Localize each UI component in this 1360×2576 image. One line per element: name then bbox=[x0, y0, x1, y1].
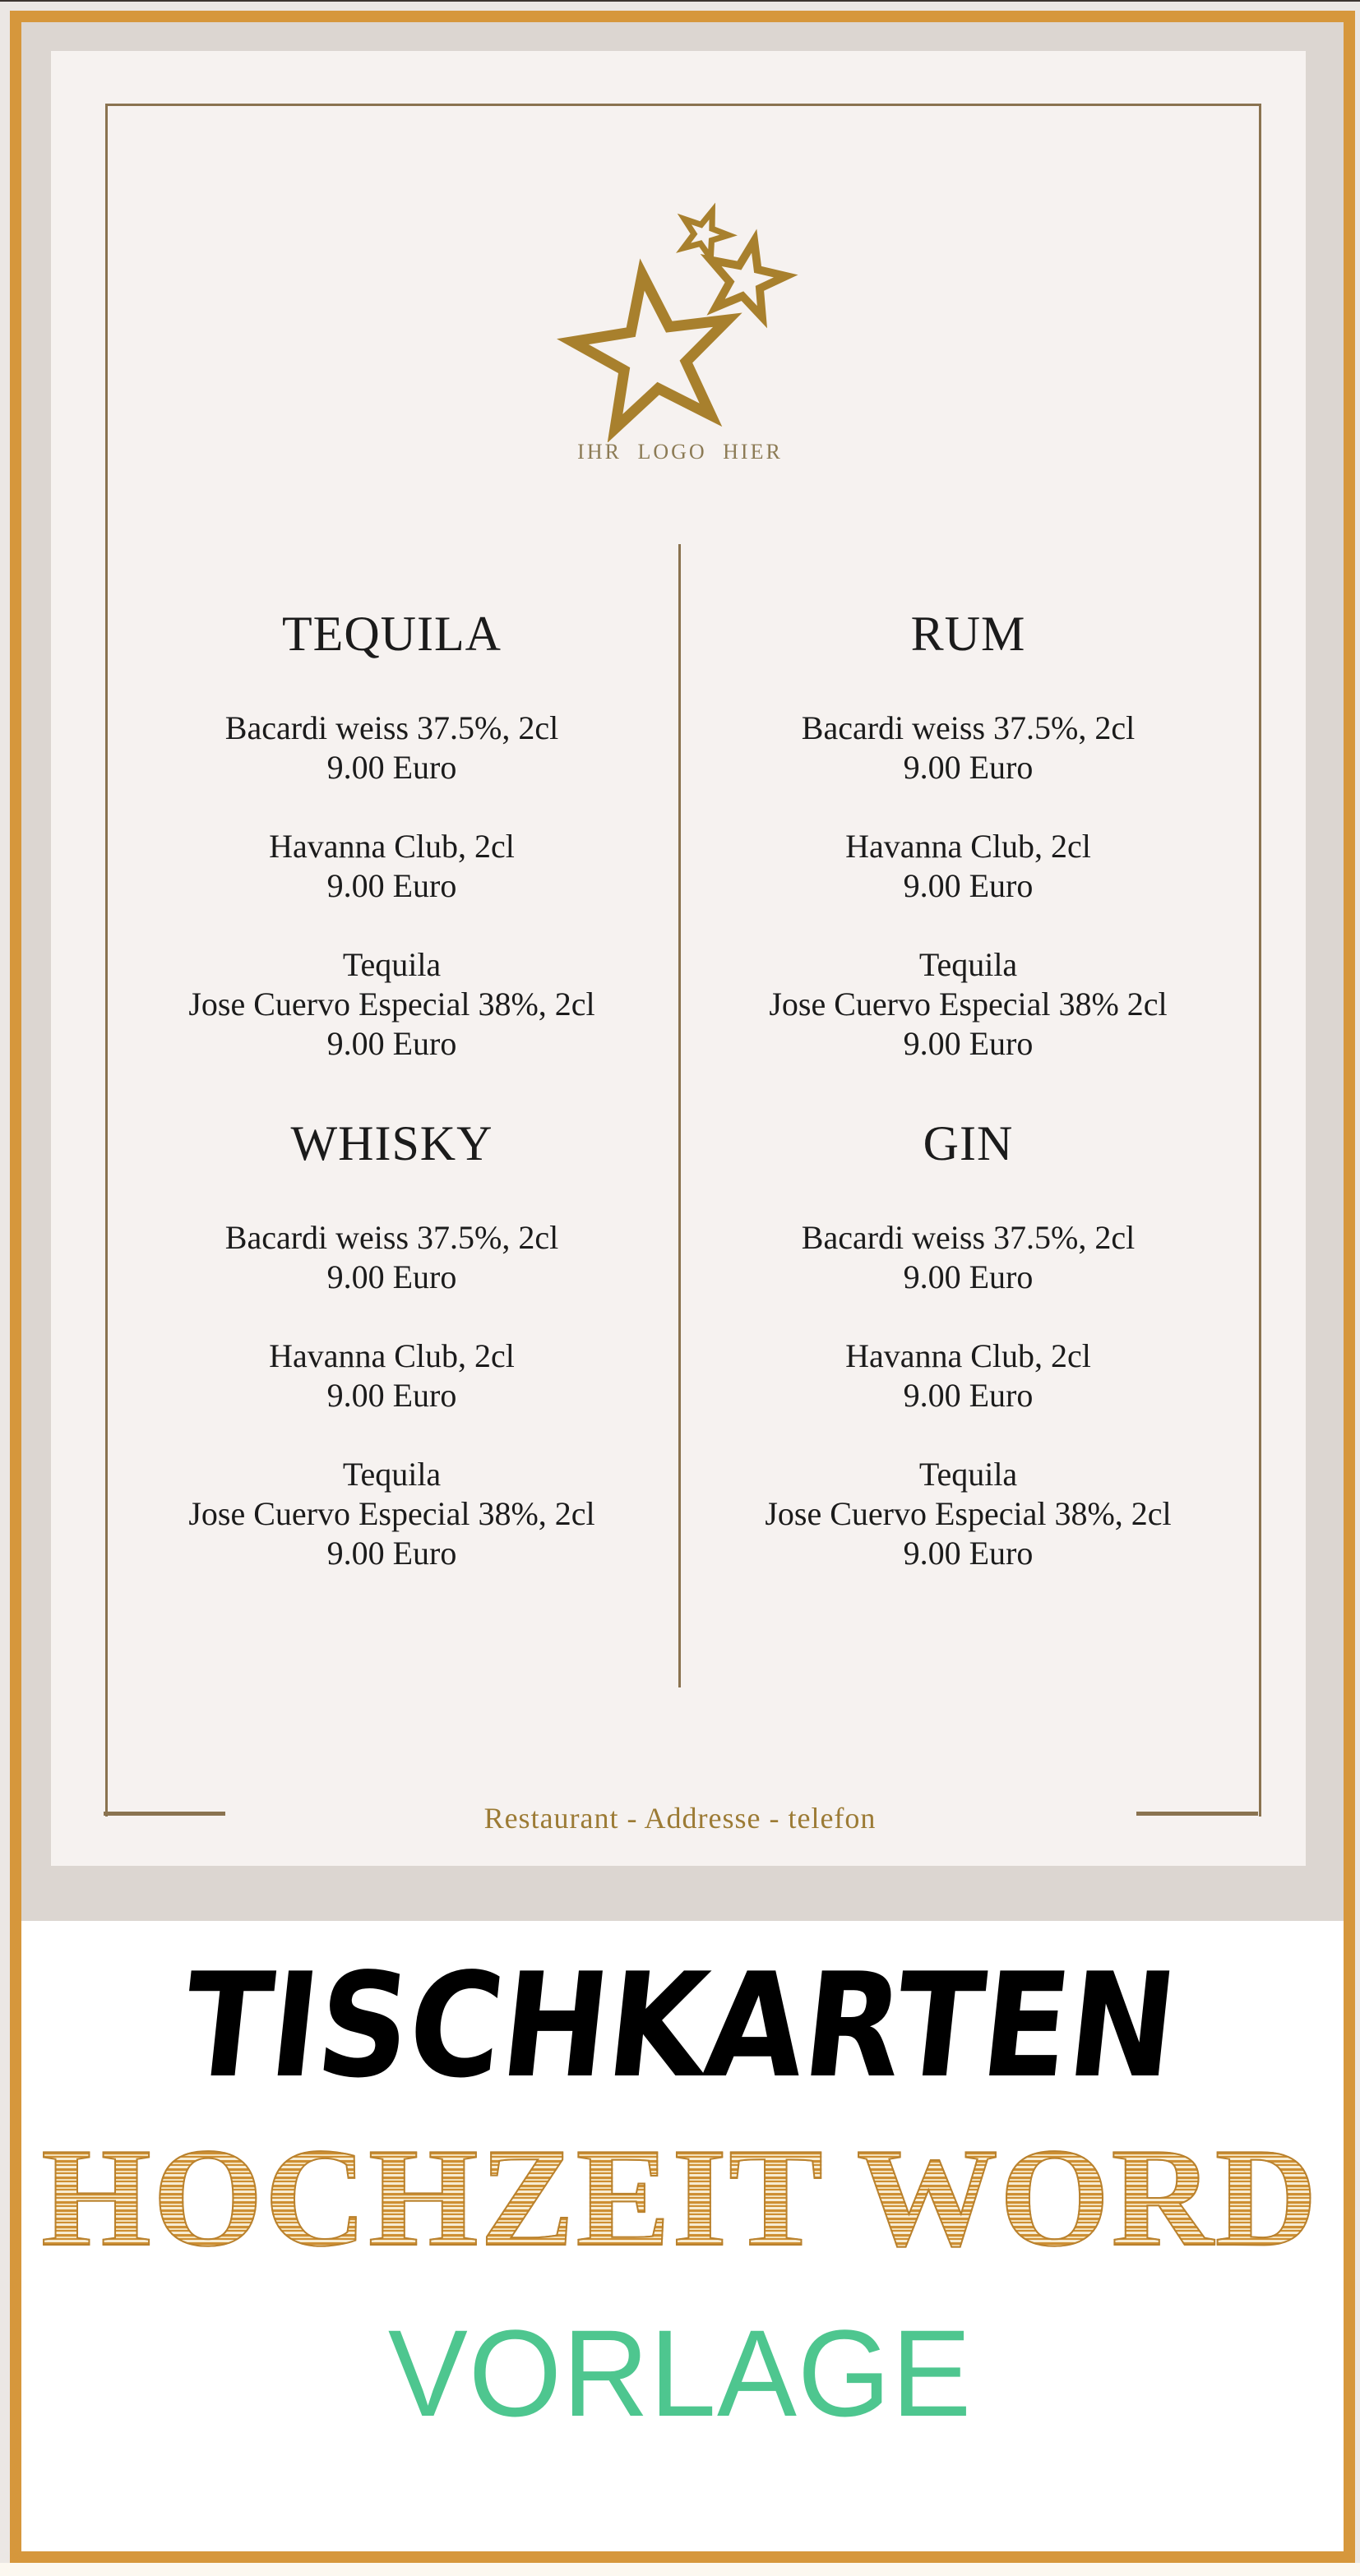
menu-item bbox=[682, 1455, 1255, 1573]
restaurant-contact-placeholder: Restaurant - Addresse - telefon bbox=[483, 1802, 877, 1835]
menu-item bbox=[682, 709, 1255, 787]
section-rum bbox=[682, 605, 1255, 1064]
item-name-2: Jose Cuervo Especial 38%, 2cl bbox=[188, 986, 595, 1023]
menu-item bbox=[105, 945, 678, 1064]
section-title: GIN bbox=[923, 1116, 1014, 1170]
section-title: RUM bbox=[910, 607, 1026, 661]
logo-placeholder-text: IHR LOGO HIER bbox=[577, 440, 783, 464]
menu-item bbox=[105, 1336, 678, 1415]
item-price: 9.00 Euro bbox=[326, 1258, 457, 1295]
menu-item bbox=[105, 1218, 678, 1297]
item-price: 9.00 Euro bbox=[326, 1377, 457, 1414]
item-name: Tequila bbox=[918, 1456, 1018, 1493]
item-price: 9.00 Euro bbox=[326, 749, 457, 786]
promo-title-vorlage: VORLAGE bbox=[387, 2304, 973, 2442]
menu-item bbox=[105, 827, 678, 906]
item-price: 9.00 Euro bbox=[326, 1535, 457, 1572]
promo-title-hochzeit-word: HOCHZEIT WORD bbox=[0, 2127, 1360, 2269]
item-price: 9.00 Euro bbox=[326, 1025, 457, 1062]
menu-item bbox=[682, 827, 1255, 906]
item-price: 9.00 Euro bbox=[326, 867, 457, 904]
item-name: Tequila bbox=[918, 946, 1018, 983]
item-price: 9.00 Euro bbox=[903, 1377, 1034, 1414]
page-bottom-strip bbox=[0, 2563, 1360, 2576]
menu-item bbox=[105, 709, 678, 787]
item-name: Bacardi weiss 37.5%, 2cl bbox=[801, 709, 1136, 746]
item-name: Tequila bbox=[342, 946, 442, 983]
item-price: 9.00 Euro bbox=[903, 1025, 1034, 1062]
top-edge-line bbox=[0, 0, 1360, 2]
star-medium-icon bbox=[701, 233, 792, 320]
item-name: Havanna Club, 2cl bbox=[269, 1337, 515, 1374]
item-name-2: Jose Cuervo Especial 38%, 2cl bbox=[188, 1495, 595, 1532]
menu-item bbox=[682, 1218, 1255, 1297]
item-name-2: Jose Cuervo Especial 38%, 2cl bbox=[765, 1495, 1172, 1532]
item-name-2: Jose Cuervo Especial 38% 2cl bbox=[769, 986, 1168, 1023]
item-name: Havanna Club, 2cl bbox=[845, 1337, 1091, 1374]
item-name: Havanna Club, 2cl bbox=[269, 828, 515, 865]
item-name: Bacardi weiss 37.5%, 2cl bbox=[224, 709, 559, 746]
promo-title-tischkarten: TISCHKARTEN bbox=[176, 1943, 1184, 2110]
section-gin bbox=[682, 1115, 1255, 1573]
item-price: 9.00 Euro bbox=[903, 1535, 1034, 1572]
item-name: Bacardi weiss 37.5%, 2cl bbox=[224, 1219, 559, 1256]
stars-logo-icon bbox=[493, 187, 880, 442]
star-small-icon bbox=[675, 203, 734, 261]
menu-item bbox=[682, 1336, 1255, 1415]
section-title: WHISKY bbox=[290, 1116, 493, 1170]
star-large-icon bbox=[565, 264, 741, 433]
item-name: Bacardi weiss 37.5%, 2cl bbox=[801, 1219, 1136, 1256]
item-price: 9.00 Euro bbox=[903, 1258, 1034, 1295]
section-tequila bbox=[105, 605, 678, 1064]
section-title: TEQUILA bbox=[282, 607, 502, 661]
item-price: 9.00 Euro bbox=[903, 867, 1034, 904]
menu-item bbox=[105, 1455, 678, 1573]
menu-item bbox=[682, 945, 1255, 1064]
section-whisky bbox=[105, 1115, 678, 1573]
item-name: Tequila bbox=[342, 1456, 442, 1493]
item-price: 9.00 Euro bbox=[903, 749, 1034, 786]
column-divider-line bbox=[678, 544, 681, 1687]
item-name: Havanna Club, 2cl bbox=[845, 828, 1091, 865]
